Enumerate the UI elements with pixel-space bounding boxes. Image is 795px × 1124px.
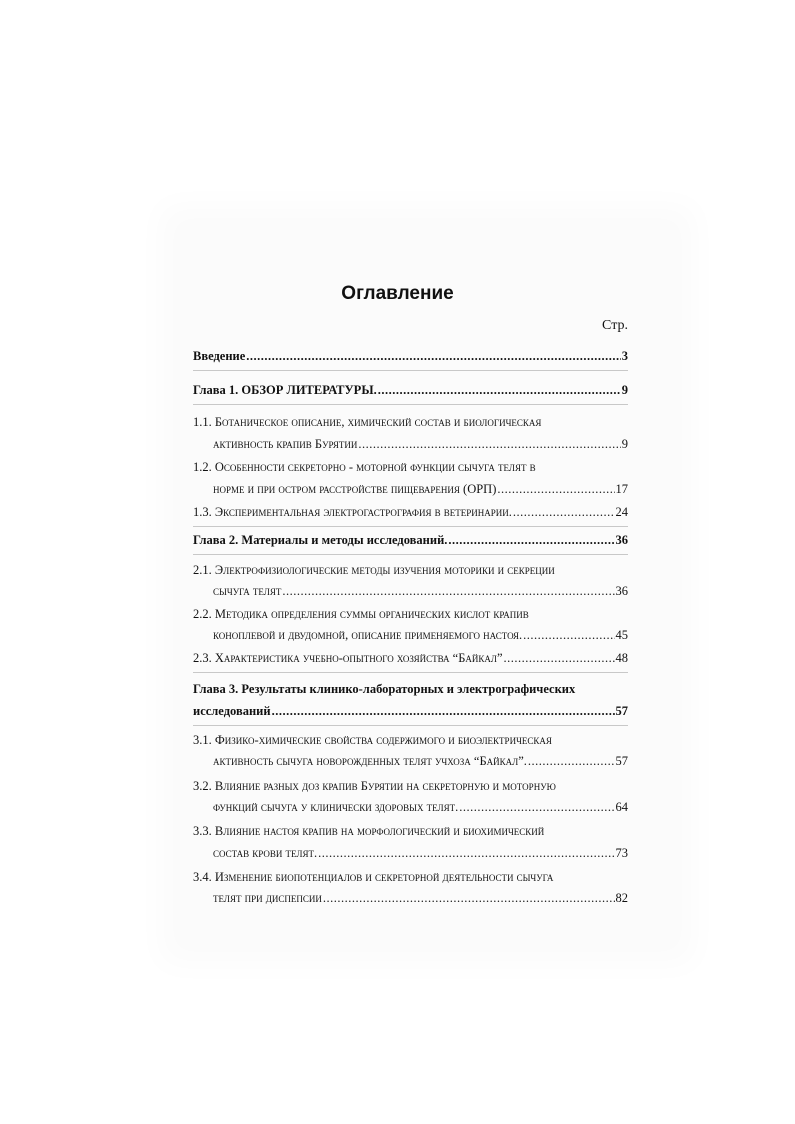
leader-dots bbox=[497, 480, 614, 498]
toc-entry-3-1[interactable] bbox=[213, 752, 628, 770]
toc-entry-2-3[interactable] bbox=[193, 649, 628, 667]
toc-entry-chapter-3-line1[interactable]: Глава 3. Результаты клинико-лабораторных и электрографических bbox=[193, 682, 576, 696]
toc-page-number: 36 bbox=[615, 584, 628, 598]
toc-page-number: 48 bbox=[615, 651, 628, 665]
toc-page-number: 9 bbox=[621, 437, 628, 451]
leader-dots bbox=[323, 889, 615, 907]
leader-dots bbox=[523, 626, 614, 644]
page-column-label: Стр. bbox=[602, 318, 628, 333]
toc-entry-text: телят при диспепсии bbox=[213, 891, 322, 905]
toc-entry-3-3-line1[interactable]: 3.3. Влияние настоя крапив на морфологический и биохимический bbox=[193, 824, 545, 838]
toc-entry-chapter-1[interactable] bbox=[193, 381, 628, 399]
divider bbox=[193, 554, 628, 555]
toc-entry-text: сычуга телят bbox=[213, 584, 282, 598]
toc-entry-2-2[interactable] bbox=[213, 626, 628, 644]
toc-entry-text: 2.3. Характеристика учебно-опытного хозяйства “Байкал” bbox=[193, 651, 503, 665]
toc-entry-3-2-line1[interactable]: 3.2. Влияние разных доз крапив Бурятии на секреторную и моторную bbox=[193, 779, 556, 793]
toc-entry-3-4[interactable] bbox=[213, 889, 628, 907]
toc-page-number: 73 bbox=[615, 846, 628, 860]
toc-entry-text: состав крови телят. bbox=[213, 846, 318, 860]
divider bbox=[193, 672, 628, 673]
toc-entry-3-4-line1[interactable]: 3.4. Изменение биопотенциалов и секреторной деятельности сычуга bbox=[193, 870, 554, 884]
toc-page-number: 64 bbox=[615, 800, 628, 814]
divider bbox=[193, 404, 628, 405]
toc-entry-text: функций сычуга у клинически здоровых телят. bbox=[213, 800, 459, 814]
leader-dots bbox=[246, 347, 620, 365]
leader-dots bbox=[272, 702, 615, 720]
toc-entry-chapter-3[interactable] bbox=[193, 702, 628, 720]
divider bbox=[193, 725, 628, 726]
divider bbox=[193, 370, 628, 371]
toc-page-number: 82 bbox=[615, 891, 628, 905]
toc-entry-text: активность сычуга новорожденных телят учхоза “Байкал”. bbox=[213, 754, 527, 768]
leader-dots bbox=[528, 752, 615, 770]
toc-entry-text: активность крапив Бурятии bbox=[213, 437, 358, 451]
toc-entry-text: 1.3. Экспериментальная электрогастрография в ветеринарии. bbox=[193, 505, 512, 519]
divider bbox=[193, 526, 628, 527]
toc-entry-intro[interactable] bbox=[193, 347, 628, 365]
toc-entry-2-1-line1[interactable]: 2.1. Электрофизиологические методы изучения моторики и секреции bbox=[193, 563, 555, 577]
toc-entry-1-1[interactable] bbox=[213, 435, 628, 453]
toc-page-number: 57 bbox=[615, 704, 628, 718]
toc-entry-1-2[interactable] bbox=[213, 480, 628, 498]
leader-dots bbox=[513, 503, 615, 521]
leader-dots bbox=[378, 381, 621, 399]
toc-entry-3-2[interactable] bbox=[213, 798, 628, 816]
toc-entry-1-3[interactable] bbox=[193, 503, 628, 521]
toc-entry-2-1[interactable] bbox=[213, 582, 628, 600]
toc-entry-text: исследований bbox=[193, 704, 271, 718]
toc-entry-1-2-line1[interactable]: 1.2. Особенности секреторно - моторной функции сычуга телят в bbox=[193, 460, 536, 474]
toc-entry-text: Введение bbox=[193, 349, 246, 363]
toc-entry-1-1-line1[interactable]: 1.1. Ботаническое описание, химический состав и биологическая bbox=[193, 415, 542, 429]
toc-entry-text: коноплевой и двудомной, описание применяемого настоя. bbox=[213, 628, 523, 642]
leader-dots bbox=[459, 798, 614, 816]
toc-page-number: 45 bbox=[615, 628, 628, 642]
toc-entry-text: Глава 1. ОБЗОР ЛИТЕРАТУРЫ. bbox=[193, 383, 377, 397]
toc-page-number: 36 bbox=[615, 533, 628, 547]
toc-entry-3-3[interactable] bbox=[213, 844, 628, 862]
leader-dots bbox=[504, 649, 615, 667]
page-title: Оглавление bbox=[341, 283, 454, 304]
toc-entry-text: Глава 2. Материалы и методы исследований. bbox=[193, 533, 448, 547]
toc-entry-3-1-line1[interactable]: 3.1. Физико-химические свойства содержимого и биоэлектрическая bbox=[193, 733, 552, 747]
leader-dots bbox=[448, 531, 614, 549]
toc-page-number: 3 bbox=[621, 349, 628, 363]
toc-page-number: 24 bbox=[615, 505, 628, 519]
toc-entry-chapter-2[interactable] bbox=[193, 531, 628, 549]
toc-entry-text: норме и при остром расстройстве пищеварения (ОРП) bbox=[213, 482, 497, 496]
toc-entry-2-2-line1[interactable]: 2.2. Методика определения суммы органических кислот крапив bbox=[193, 607, 529, 621]
toc-page-number: 9 bbox=[621, 383, 628, 397]
leader-dots bbox=[318, 844, 614, 862]
toc-page-number: 57 bbox=[615, 754, 628, 768]
leader-dots bbox=[358, 435, 620, 453]
toc-page-number: 17 bbox=[615, 482, 628, 496]
leader-dots bbox=[282, 582, 614, 600]
